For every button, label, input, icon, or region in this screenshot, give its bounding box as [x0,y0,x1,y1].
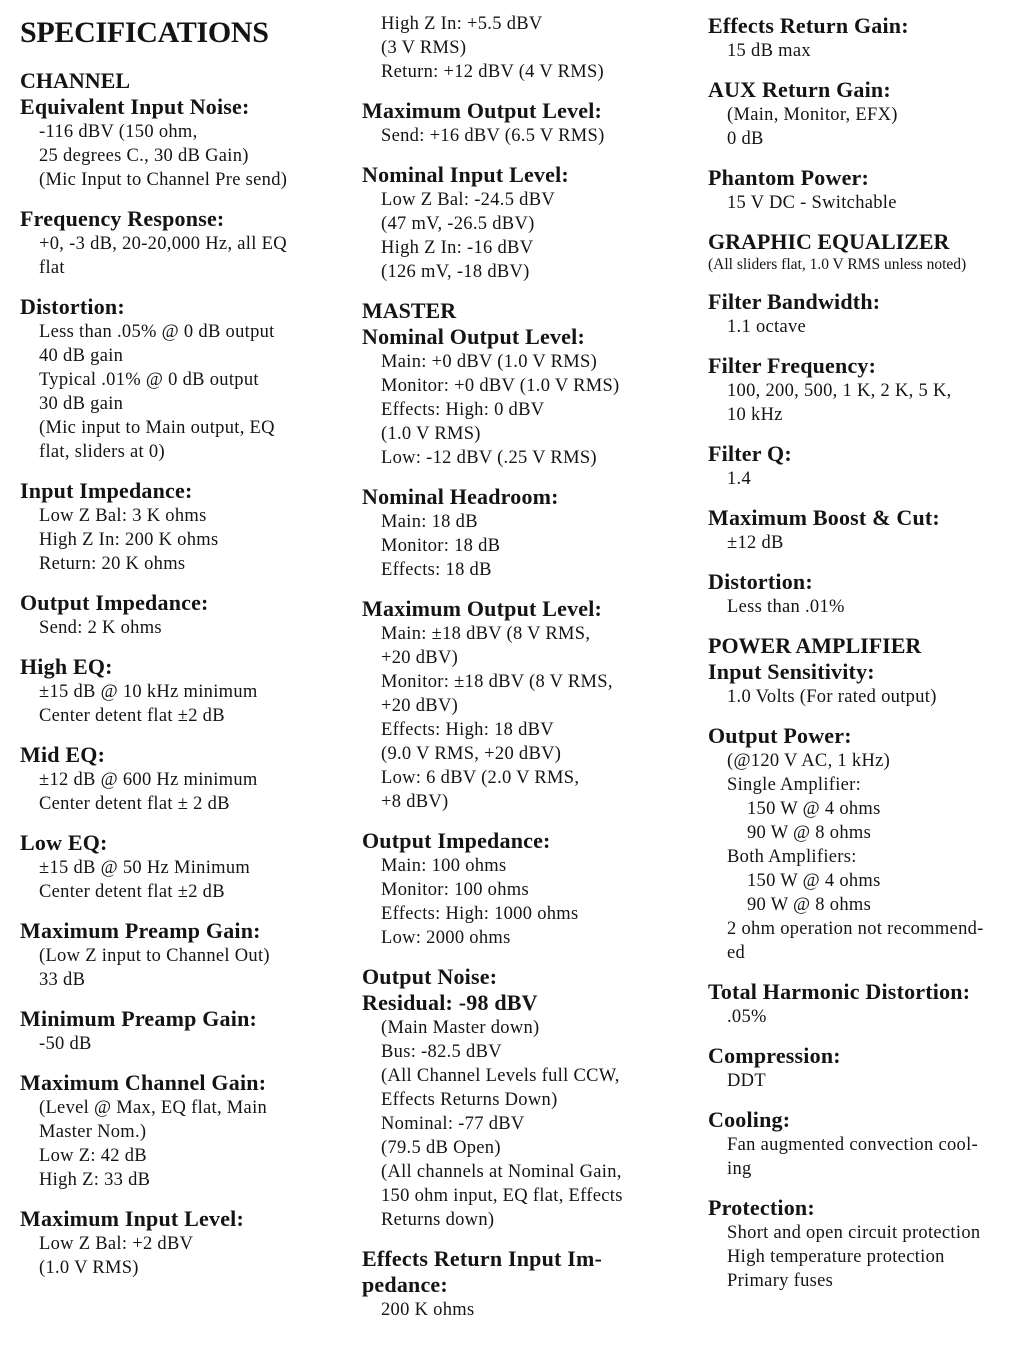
spec-line: 1.4 [727,469,752,489]
spec-line: Typical .01% @ 0 dB output [39,370,259,390]
spec-heading: Output Impedance: [20,590,209,615]
spec-item [708,77,1030,151]
section-heading-graphic-eq: GRAPHIC EQUALIZER [708,229,950,254]
spec-output-noise [362,964,692,1232]
section-heading-power-amplifier: POWER AMPLIFIER [708,633,922,658]
spec-heading: Equivalent Input Noise: [20,94,250,119]
spec-output-power [708,723,1030,965]
spec-line: DDT [727,1071,766,1091]
spec-item [362,98,692,148]
spec-lines [362,1016,692,1232]
spec-line: +20 dBV) [381,648,459,668]
spec-heading: Maximum Boost & Cut: [708,505,940,530]
spec-line: Effects: High: 1000 ohms [381,904,579,924]
spec-lines [708,467,1030,491]
spec-item [708,289,1030,339]
spec-line: -116 dBV (150 ohm, [39,122,198,142]
spec-line: Low Z Bal: +2 dBV [39,1234,194,1254]
spec-lines [708,191,1030,215]
spec-heading: Protection: [708,1195,815,1220]
spec-line: ±12 dB @ 600 Hz minimum [39,770,258,790]
section-heading-master: MASTER [362,298,457,323]
spec-line: Monitor: +0 dBV (1.0 V RMS) [381,376,620,396]
spec-item [708,441,1030,491]
spec-lines [362,622,692,814]
spec-line: Returns down) [381,1210,495,1230]
spec-line: 90 W @ 8 ohms [747,823,872,843]
spec-line: High Z: 33 dB [39,1170,151,1190]
spec-line: High Z In: -16 dBV [381,238,534,258]
col3-items-d [708,979,1030,1293]
spec-line: Low Z Bal: 3 K ohms [39,506,207,526]
spec-lines [362,854,692,950]
spec-line: 1.1 octave [727,317,807,337]
spec-line: Center detent flat ± 2 dB [39,794,230,814]
spec-heading: High EQ: [20,654,113,679]
spec-lines [20,232,350,280]
spec-item [20,1006,350,1056]
spec-lines [362,188,692,284]
spec-heading: Minimum Preamp Gain: [20,1006,258,1031]
spec-line: 150 W @ 4 ohms [747,871,881,891]
spec-heading: Output Power: [708,723,852,748]
col2-intro [362,12,692,84]
spec-heading: Input Sensitivity: [708,659,875,684]
spec-lines [708,531,1030,555]
spec-heading: Distortion: [20,294,125,319]
spec-subheading: Residual: -98 dBV [362,990,538,1015]
col3-items-b [708,289,1030,619]
spec-line: +20 dBV) [381,696,459,716]
spec-line: Low: -12 dBV (.25 V RMS) [381,448,597,468]
spec-lines [20,616,350,640]
spec-lines [708,1221,1030,1293]
spec-line: Monitor: 18 dB [381,536,501,556]
spec-line: Main: ±18 dBV (8 V RMS, [381,624,591,644]
spec-line: Main: 18 dB [381,512,478,532]
spec-lines [708,379,1030,427]
spec-heading: Effects Return Gain: [708,13,909,38]
spec-line: Monitor: ±18 dBV (8 V RMS, [381,672,613,692]
spec-line: 15 dB max [727,41,811,61]
spec-heading: Filter Bandwidth: [708,289,881,314]
spec-line: Low Z: 42 dB [39,1146,147,1166]
col2-items-a [362,98,692,284]
spec-item [362,596,692,814]
spec-heading: Maximum Output Level: [362,596,603,621]
spec-line: Send: +16 dBV (6.5 V RMS) [381,126,605,146]
spec-heading: Effects Return Input Im- [362,1246,603,1271]
spec-line: 90 W @ 8 ohms [747,895,872,915]
spec-line: (9.0 V RMS, +20 dBV) [381,744,562,764]
spec-item [20,830,350,904]
spec-line: Low: 2000 ohms [381,928,511,948]
spec-line: (3 V RMS) [381,38,467,58]
spec-lines [708,39,1030,63]
spec-line: 200 K ohms [381,1300,475,1320]
spec-heading: Filter Q: [708,441,792,466]
spec-heading: Nominal Output Level: [362,324,585,349]
spec-item [362,828,692,950]
spec-item [708,569,1030,619]
spec-line: Return: 20 K ohms [39,554,186,574]
spec-line: High Z In: +5.5 dBV [381,14,543,34]
spec-item [708,1043,1030,1093]
spec-item [20,206,350,280]
spec-line: ed [727,943,746,963]
spec-line: 25 degrees C., 30 dB Gain) [39,146,249,166]
spec-item [362,324,692,470]
spec-item [20,918,350,992]
spec-heading: Low EQ: [20,830,108,855]
spec-line: (1.0 V RMS) [39,1258,139,1278]
spec-heading: Frequency Response: [20,206,225,231]
spec-line: 30 dB gain [39,394,124,414]
spec-lines [20,1096,350,1192]
spec-heading: Compression: [708,1043,841,1068]
spec-line: (Level @ Max, EQ flat, Main [39,1098,268,1118]
spec-line: flat, sliders at 0) [39,442,165,462]
spec-line: Return: +12 dBV (4 V RMS) [381,62,605,82]
spec-heading: Cooling: [708,1107,791,1132]
spec-line: Primary fuses [727,1271,834,1291]
spec-heading: AUX Return Gain: [708,77,891,102]
spec-line: (Mic Input to Channel Pre send) [39,170,288,190]
spec-line: Both Amplifiers: [727,847,857,867]
spec-line: .05% [727,1007,767,1027]
page-title: SPECIFICATIONS [20,16,269,49]
spec-line: Monitor: 100 ohms [381,880,529,900]
spec-item [708,979,1030,1029]
spec-item [20,94,350,192]
spec-line: 150 W @ 4 ohms [747,799,881,819]
spec-line: 1.0 Volts (For rated output) [727,687,937,707]
spec-line: (Main, Monitor, EFX) [727,105,898,125]
spec-line: Less than .05% @ 0 dB output [39,322,275,342]
spec-lines [708,1069,1030,1093]
spec-heading: Nominal Input Level: [362,162,569,187]
spec-line: 100, 200, 500, 1 K, 2 K, 5 K, [727,381,952,401]
spec-line: Fan augmented convection cool- [727,1135,978,1155]
spec-line: Effects: High: 0 dBV [381,400,545,420]
spec-line: 10 kHz [727,405,783,425]
spec-line: flat [39,258,65,278]
spec-lines [20,1032,350,1056]
col3-items-a [708,13,1030,215]
spec-item [20,590,350,640]
spec-line: +8 dBV) [381,792,449,812]
spec-lines [362,350,692,470]
spec-heading: Total Harmonic Distortion: [708,979,971,1004]
spec-line: Main: 100 ohms [381,856,507,876]
spec-line: Low: 6 dBV (2.0 V RMS, [381,768,580,788]
spec-lines [708,1005,1030,1029]
spec-effects-return-impedance [362,1246,692,1322]
spec-item [20,742,350,816]
spec-item [362,162,692,284]
spec-lines [708,595,1030,619]
spec-line: (Low Z input to Channel Out) [39,946,270,966]
spec-line: (Main Master down) [381,1018,540,1038]
geq-note: (All sliders flat, 1.0 V RMS unless noted) [708,256,967,273]
spec-item [708,353,1030,427]
spec-item [362,484,692,582]
spec-line: ±15 dB @ 10 kHz minimum [39,682,258,702]
spec-line: (126 mV, -18 dBV) [381,262,530,282]
column-1 [20,0,350,1294]
spec-line: -50 dB [39,1034,92,1054]
col3-items-c [708,659,1030,709]
spec-line: Main: +0 dBV (1.0 V RMS) [381,352,598,372]
section-heading-channel: CHANNEL [20,68,131,93]
spec-heading: Phantom Power: [708,165,870,190]
spec-line: 15 V DC - Switchable [727,193,897,213]
spec-lines [708,103,1030,151]
spec-heading: Filter Frequency: [708,353,877,378]
spec-line: 2 ohm operation not recommend- [727,919,984,939]
spec-heading: Output Noise: [362,964,498,989]
spec-lines [20,856,350,904]
spec-line: Nominal: -77 dBV [381,1114,525,1134]
spec-line: (47 mV, -26.5 dBV) [381,214,535,234]
spec-lines [20,120,350,192]
spec-line: Center detent flat ±2 dB [39,882,225,902]
column-3 [708,0,1030,1307]
spec-heading-cont: pedance: [362,1272,448,1297]
spec-lines [20,504,350,576]
spec-item [20,654,350,728]
spec-item [20,294,350,464]
spec-line: 150 ohm input, EQ flat, Effects [381,1186,623,1206]
spec-item [708,505,1030,555]
spec-lines [708,685,1030,709]
spec-line: High Z In: 200 K ohms [39,530,219,550]
spec-line: (All channels at Nominal Gain, [381,1162,622,1182]
spec-line: +0, -3 dB, 20-20,000 Hz, all EQ [39,234,287,254]
spec-heading: Maximum Preamp Gain: [20,918,261,943]
spec-heading: Maximum Channel Gain: [20,1070,267,1095]
spec-heading: Maximum Output Level: [362,98,603,123]
column-2 [362,0,692,1336]
spec-line: (@120 V AC, 1 kHz) [727,751,891,771]
spec-line: Low Z Bal: -24.5 dBV [381,190,556,210]
spec-line: Single Amplifier: [727,775,862,795]
spec-line: Send: 2 K ohms [39,618,162,638]
spec-line: (1.0 V RMS) [381,424,481,444]
spec-lines [708,315,1030,339]
spec-line: 33 dB [39,970,86,990]
spec-item [708,1195,1030,1293]
spec-heading: Input Impedance: [20,478,193,503]
spec-line: Effects: High: 18 dBV [381,720,554,740]
spec-item [20,1070,350,1192]
spec-item [708,1107,1030,1181]
spec-line: Center detent flat ±2 dB [39,706,225,726]
spec-lines [20,1232,350,1280]
spec-line: ±15 dB @ 50 Hz Minimum [39,858,251,878]
spec-item [708,13,1030,63]
spec-lines [708,749,1030,965]
spec-line: High temperature protection [727,1247,945,1267]
spec-lines [362,510,692,582]
spec-line: Effects: 18 dB [381,560,492,580]
col1-items [20,94,350,1280]
spec-lines [20,944,350,992]
spec-heading: Distortion: [708,569,813,594]
spec-line: Bus: -82.5 dBV [381,1042,502,1062]
spec-item [20,1206,350,1280]
spec-line: Master Nom.) [39,1122,147,1142]
col2-items-b [362,324,692,950]
spec-lines [362,124,692,148]
spec-lines [20,320,350,464]
spec-item [708,165,1030,215]
spec-lines [362,1298,692,1322]
spec-item [708,659,1030,709]
spec-line: Less than .01% [727,597,845,617]
spec-heading: Maximum Input Level: [20,1206,244,1231]
spec-heading: Nominal Headroom: [362,484,559,509]
spec-line: 0 dB [727,129,764,149]
spec-line: 40 dB gain [39,346,124,366]
spec-lines [708,1133,1030,1181]
spec-line: ing [727,1159,752,1179]
spec-line: (79.5 dB Open) [381,1138,501,1158]
spec-line: ±12 dB [727,533,784,553]
spec-lines [20,680,350,728]
spec-line: (Mic input to Main output, EQ [39,418,275,438]
spec-line: (All Channel Levels full CCW, [381,1066,620,1086]
spec-item [20,478,350,576]
spec-lines [20,768,350,816]
spec-heading: Output Impedance: [362,828,551,853]
spec-heading: Mid EQ: [20,742,106,767]
spec-line: Short and open circuit protection [727,1223,981,1243]
spec-line: Effects Returns Down) [381,1090,558,1110]
